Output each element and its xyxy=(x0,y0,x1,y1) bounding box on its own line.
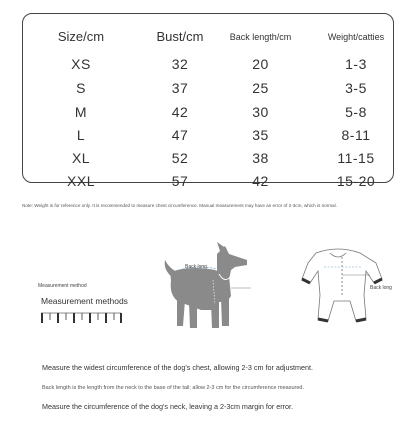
bust-cell: 52 xyxy=(171,150,189,166)
weight-cell: 5-8 xyxy=(345,104,367,120)
table-row xyxy=(23,56,393,76)
table-header-row xyxy=(23,29,393,49)
size-cell: L xyxy=(76,127,86,143)
bust-cell: 47 xyxy=(171,127,189,143)
weight-cell: 15-20 xyxy=(336,173,376,189)
weight-cell: 11-15 xyxy=(337,150,375,166)
table-row xyxy=(23,150,393,170)
back-length-cell: 42 xyxy=(252,173,269,189)
size-cell: M xyxy=(74,104,88,120)
back-length-cell: 20 xyxy=(252,56,269,72)
back-length-cell: 35 xyxy=(252,127,269,143)
instruction-neck: Measure the circumference of the dog's neck, leaving a 2-3cm margin for error. xyxy=(42,402,294,411)
instruction-chest: Measure the widest circumference of the dog's chest, allowing 2-3 cm for adjustment. xyxy=(42,363,314,372)
dog-figure xyxy=(155,240,265,345)
method-label-large: Measurement methods xyxy=(41,296,128,306)
header-bust: Bust/cm xyxy=(156,29,204,44)
weight-cell: 8-11 xyxy=(341,127,371,143)
size-table xyxy=(22,13,394,189)
bust-cell: 42 xyxy=(171,104,189,120)
dog-silhouette-icon xyxy=(155,240,265,340)
reference-note: Note: Weight is for reference only. It is recommended to measure chest circumference. Manual measurement may have an error of 2-3cm, which is normal. xyxy=(22,203,337,208)
header-weight: Weight/catties xyxy=(327,32,385,42)
table-row xyxy=(23,80,393,100)
weight-cell: 1-3 xyxy=(345,56,367,72)
bust-cell: 37 xyxy=(171,80,189,96)
bust-cell: 32 xyxy=(171,56,189,72)
bust-cell: 57 xyxy=(171,173,189,189)
size-cell: XL xyxy=(71,150,91,166)
instruction-back-length: Back length is the length from the neck to the base of the tail; allow 2-3 cm for the circumference measured. xyxy=(42,385,304,391)
size-cell: XXL xyxy=(67,173,95,189)
header-size: Size/cm xyxy=(57,29,105,44)
garment-figure xyxy=(286,245,398,335)
back-length-cell: 30 xyxy=(252,104,269,120)
table-row xyxy=(23,104,393,124)
back-length-cell: 38 xyxy=(252,150,269,166)
table-row xyxy=(23,173,393,193)
size-cell: S xyxy=(76,80,86,96)
measurement-method-legend xyxy=(38,283,138,333)
table-row xyxy=(23,127,393,147)
weight-cell: 3-5 xyxy=(345,80,367,96)
dog-back-length-label: Back long xyxy=(185,264,207,270)
back-length-cell: 25 xyxy=(252,80,269,96)
size-cell: XS xyxy=(71,56,91,72)
coat-back-length-label: Back long xyxy=(370,285,392,291)
tape-measure-icon xyxy=(41,311,123,325)
header-back-length: Back length/cm xyxy=(229,32,292,42)
method-label-small: Measurement method xyxy=(38,283,87,289)
